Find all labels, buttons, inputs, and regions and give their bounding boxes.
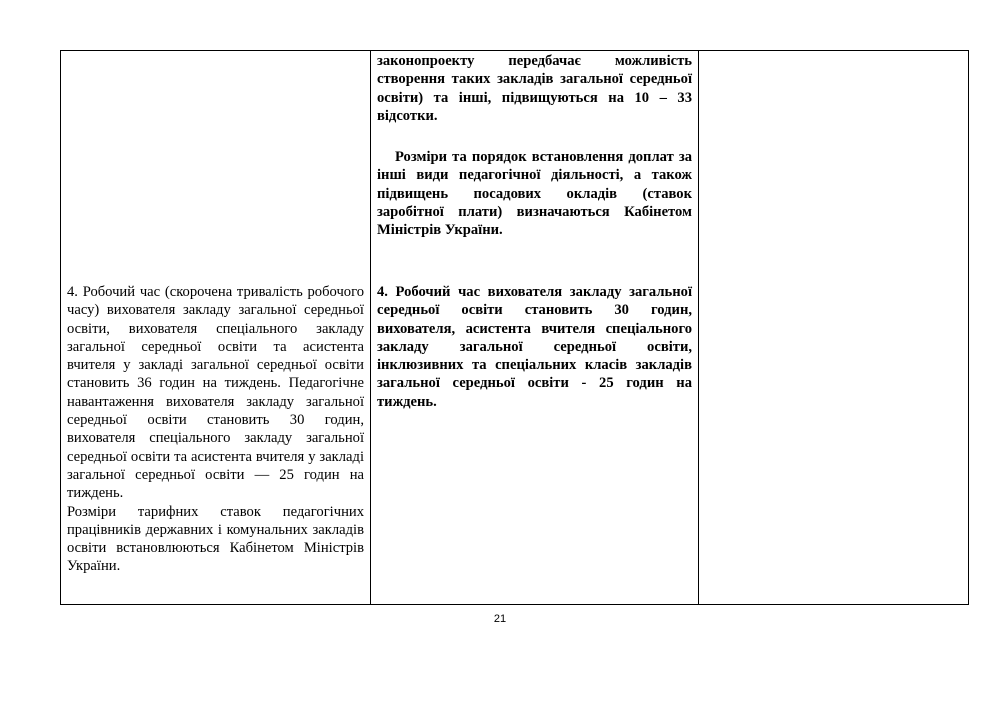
current-law-paragraph: 4. Робочий час (скорочена тривалість робочого часу) вихователя закладу загальної середньої освіти, вихователя спеціального закладу загальної середньої освіти та асистента вчителя у закладі загальної середньої освіти становить 36 годин на тиждень. Педагогічне навантаження вихователя закладу загальної середньої освіти становить 30 годин, вихователя спеціального закладу загальної середньої освіти та асистента вчителя у закладі загальної середньої освіти — 25 годин на тиждень.: [67, 284, 364, 502]
proposed-law-column: [371, 51, 699, 604]
page-number: 21: [493, 613, 507, 625]
comparison-table: [60, 50, 969, 605]
current-law-column: [61, 51, 371, 604]
comments-column: [699, 51, 968, 604]
current-law-paragraph: Розміри тарифних ставок педагогічних працівників державних і комунальних закладів освіти встановлюються Кабінетом Міністрів України.: [67, 503, 364, 575]
proposed-law-paragraph: 4. Робочий час вихователя закладу загальної середньої освіти становить 30 годин, вихователя, асистента вчителя спеціального закладу загальної середньої освіти, інклюзивних та спеціальних класів закладів загальної середньої освіти - 25 годин на тиждень.: [377, 284, 692, 410]
current-law-text: [67, 283, 364, 576]
proposed-law-paragraph: Розміри та порядок встановлення доплат за інші види педагогічної діяльності, а також підвищень посадових окладів (ставок заробітної плати) визначаються Кабінетом Міністрів України.: [377, 149, 692, 239]
proposed-law-paragraph: законопроекту передбачає можливість створення таких закладів загальної середньої освіти) та інші, підвищуються на 10 – 33 відсотки.: [377, 53, 692, 124]
